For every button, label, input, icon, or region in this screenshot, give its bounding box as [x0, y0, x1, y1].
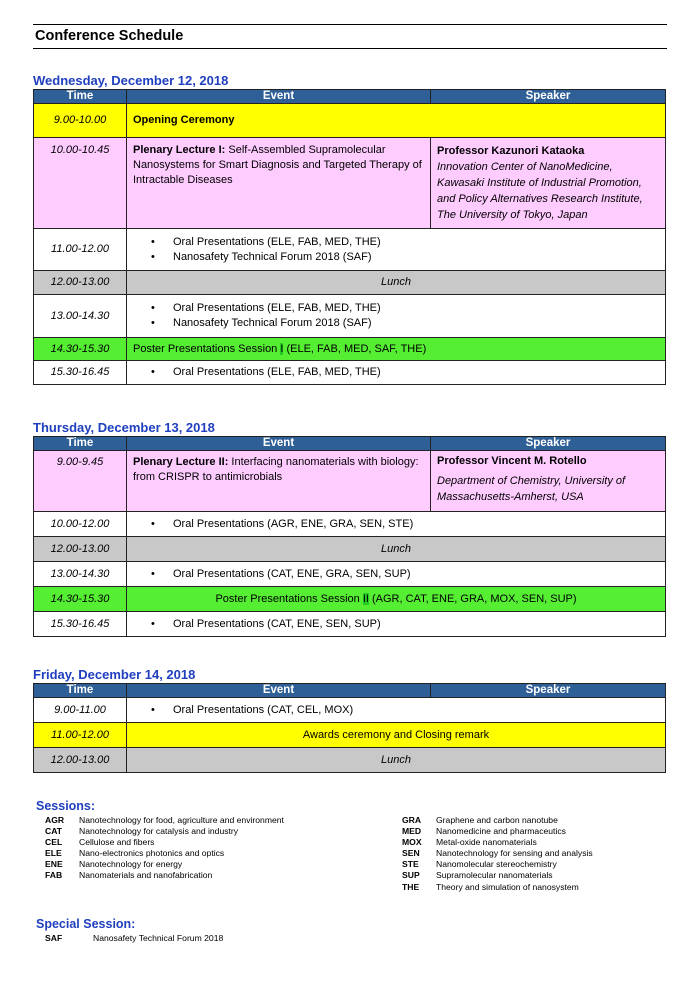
day2-poster-row [34, 587, 666, 612]
session-entry [397, 870, 593, 881]
event-header: Event [127, 437, 431, 451]
day2-title: Thursday, December 13, 2018 [33, 420, 215, 435]
session-entry [40, 859, 284, 870]
special-session-title: Special Session: [36, 917, 136, 931]
day2-r2-item: • Oral Presentations (CAT, ENE, GRA, SEN, SUP) [133, 567, 659, 582]
session-code: ELE [45, 848, 62, 859]
day1-r3-item: • Oral Presentations (ELE, FAB, MED, THE) [133, 365, 659, 380]
day1-header-row [34, 90, 666, 104]
day2-r2-event [127, 562, 666, 587]
day2-session-row-2 [34, 562, 666, 587]
day3-block [33, 666, 665, 773]
day2-session-row-1 [34, 512, 666, 537]
day1-opening-row [34, 104, 666, 138]
day2-poster-event [127, 587, 666, 612]
day1-r3-time: 15.30-16.45 [34, 361, 127, 385]
day1-speaker-affiliation: Innovation Center of NanoMedicine, Kawasaki Institute of Industrial Promotion, and Policy Alternatives Research Institute, The University of Tokyo, Japan [437, 161, 643, 221]
day2-plenary-row [34, 451, 666, 512]
speaker-header: Speaker [431, 684, 666, 698]
day3-awards-event: Awards ceremony and Closing remark [127, 723, 666, 748]
day2-plenary-event [127, 451, 431, 512]
day2-header-row [34, 437, 666, 451]
session-code: THE [402, 881, 420, 892]
session-entry [397, 837, 593, 848]
day1-opening-event: Opening Ceremony [127, 104, 666, 138]
day2-block [33, 419, 665, 637]
day1-opening-time: 9.00-10.00 [34, 104, 127, 138]
day2-lunch-text: Lunch [127, 537, 666, 562]
session-entry [40, 837, 284, 848]
day1-lunch-text: Lunch [127, 271, 666, 295]
sessions-title: Sessions: [36, 799, 96, 813]
day3-lunch-text: Lunch [127, 748, 666, 773]
day1-lunch-row [34, 271, 666, 295]
day1-r2-event [127, 295, 666, 338]
session-code: STE [402, 859, 419, 870]
session-code: SEN [402, 848, 420, 859]
session-entry [397, 815, 593, 826]
day1-poster-number: I [280, 342, 284, 355]
day1-plenary-text: Self-Assembled Supramolecular Nanosystems for Smart Diagnosis and Targeted Therapy of Intractable Diseases [133, 144, 422, 186]
day1-session-row-1 [34, 229, 666, 271]
session-code: MOX [402, 837, 422, 848]
session-code: FAB [45, 870, 63, 881]
day2-speaker-name: Professor Vincent M. Rotello [437, 455, 587, 467]
session-entry [40, 870, 284, 881]
session-entry [40, 848, 284, 859]
time-header: Time [34, 437, 127, 451]
day3-table [33, 683, 666, 773]
session-desc: Nanotechnology for energy [79, 859, 183, 870]
session-desc: Nanosafety Technical Forum 2018 [93, 933, 224, 943]
session-entry [40, 815, 284, 826]
day3-title: Friday, December 14, 2018 [33, 667, 196, 682]
day1-r1-time: 11.00-12.00 [34, 229, 127, 271]
day2-plenary-speaker [431, 451, 666, 512]
event-header: Event [127, 90, 431, 104]
session-entry [397, 826, 593, 837]
session-desc: Metal-oxide nanomaterials [436, 837, 537, 848]
day2-r1-time: 10.00-12.00 [34, 512, 127, 537]
day3-r1-time: 9.00-11.00 [34, 698, 127, 723]
session-desc: Nanotechnology for catalysis and industry [79, 826, 239, 837]
day1-poster-text: Poster Presentations Session [133, 342, 281, 355]
day2-lunch-row [34, 537, 666, 562]
day1-speaker-name: Professor Kazunori Kataoka [437, 145, 585, 157]
day1-r1-event [127, 229, 666, 271]
day1-poster-codes: (ELE, FAB, MED, SAF, THE) [283, 342, 427, 355]
session-code: SUP [402, 870, 420, 881]
time-header: Time [34, 684, 127, 698]
special-session-list [40, 933, 223, 944]
day3-lunch-time: 12.00-13.00 [34, 748, 127, 773]
session-desc: Theory and simulation of nanosystem [436, 881, 579, 892]
session-entry [40, 826, 284, 837]
day2-poster-number: II [362, 592, 369, 605]
day2-session-row-3 [34, 612, 666, 637]
session-entry [397, 859, 593, 870]
sessions-left-list [40, 815, 284, 882]
day2-r3-event [127, 612, 666, 637]
day1-lunch-time: 12.00-13.00 [34, 271, 127, 295]
session-code: SAF [45, 933, 63, 943]
day2-r1-item: • Oral Presentations (AGR, ENE, GRA, SEN, STE) [133, 517, 659, 532]
session-code: CEL [45, 837, 63, 848]
session-desc: Supramolecular nanomaterials [436, 870, 553, 881]
day1-poster-time: 14.30-15.30 [34, 338, 127, 361]
day3-awards-row [34, 723, 666, 748]
day1-block [33, 72, 665, 385]
session-desc: Nanomedicine and pharmaceutics [436, 826, 566, 837]
day1-session-row-3 [34, 361, 666, 385]
day3-r1-item: • Oral Presentations (CAT, CEL, MOX) [133, 703, 659, 718]
day3-awards-time: 11.00-12.00 [34, 723, 127, 748]
day3-session-row-1 [34, 698, 666, 723]
day2-poster-text: Poster Presentations Session [215, 592, 363, 605]
day1-table [33, 89, 666, 385]
day2-plenary-time: 9.00-9.45 [34, 451, 127, 512]
session-desc: Nanomaterials and nanofabrication [79, 870, 213, 881]
day2-speaker-affiliation: Department of Chemistry, University of Massachusetts-Amherst, USA [437, 475, 626, 503]
speaker-header: Speaker [431, 90, 666, 104]
session-desc: Nanotechnology for sensing and analysis [436, 848, 593, 859]
day1-r2-item: • Nanosafety Technical Forum 2018 (SAF) [133, 316, 659, 331]
day2-r3-item: • Oral Presentations (CAT, ENE, SEN, SUP) [133, 617, 659, 632]
session-entry [40, 933, 223, 944]
speaker-header: Speaker [431, 437, 666, 451]
day3-header-row [34, 684, 666, 698]
session-code: CAT [45, 826, 63, 837]
session-desc: Graphene and carbon nanotube [436, 815, 558, 825]
session-desc: Cellulose and fibers [79, 837, 155, 848]
page-title: Conference Schedule [33, 24, 667, 49]
day2-plenary-text: Interfacing nanomaterials with biology: from CRISPR to antimicrobials [133, 456, 419, 483]
day2-lunch-time: 12.00-13.00 [34, 537, 127, 562]
day2-poster-codes: (AGR, CAT, ENE, GRA, MOX, SEN, SUP) [368, 592, 577, 605]
day1-poster-event [127, 338, 666, 361]
session-desc: Nanotechnology for food, agriculture and environment [79, 815, 284, 825]
day1-poster-row [34, 338, 666, 361]
day2-r3-time: 15.30-16.45 [34, 612, 127, 637]
day2-poster-time: 14.30-15.30 [34, 587, 127, 612]
day1-session-row-2 [34, 295, 666, 338]
day1-r2-item: • Oral Presentations (ELE, FAB, MED, THE) [133, 301, 659, 316]
session-desc: Nanomolecular stereochemistry [436, 859, 557, 870]
day1-r1-item: • Oral Presentations (ELE, FAB, MED, THE) [133, 235, 659, 250]
day1-plenary-row [34, 138, 666, 229]
event-header: Event [127, 684, 431, 698]
session-entry [397, 848, 593, 859]
day1-plenary-label: Plenary Lecture I: [133, 144, 226, 156]
day3-r1-event [127, 698, 666, 723]
day2-r1-event [127, 512, 666, 537]
session-desc: Nano-electronics photonics and optics [79, 848, 225, 859]
day1-r3-event [127, 361, 666, 385]
session-entry [397, 882, 593, 893]
day1-plenary-event [127, 138, 431, 229]
day1-r1-item: • Nanosafety Technical Forum 2018 (SAF) [133, 250, 659, 265]
session-code: MED [402, 826, 422, 837]
day1-title: Wednesday, December 12, 2018 [33, 73, 229, 88]
session-code: GRA [402, 815, 422, 825]
sessions-right-list [397, 815, 593, 893]
time-header: Time [34, 90, 127, 104]
day1-plenary-time: 10.00-10.45 [34, 138, 127, 229]
day1-r2-time: 13.00-14.30 [34, 295, 127, 338]
session-code: AGR [45, 815, 65, 825]
day3-lunch-row [34, 748, 666, 773]
day1-plenary-speaker [431, 138, 666, 229]
day2-plenary-label: Plenary Lecture II: [133, 456, 229, 468]
session-code: ENE [45, 859, 63, 870]
day2-table [33, 436, 666, 637]
day2-r2-time: 13.00-14.30 [34, 562, 127, 587]
